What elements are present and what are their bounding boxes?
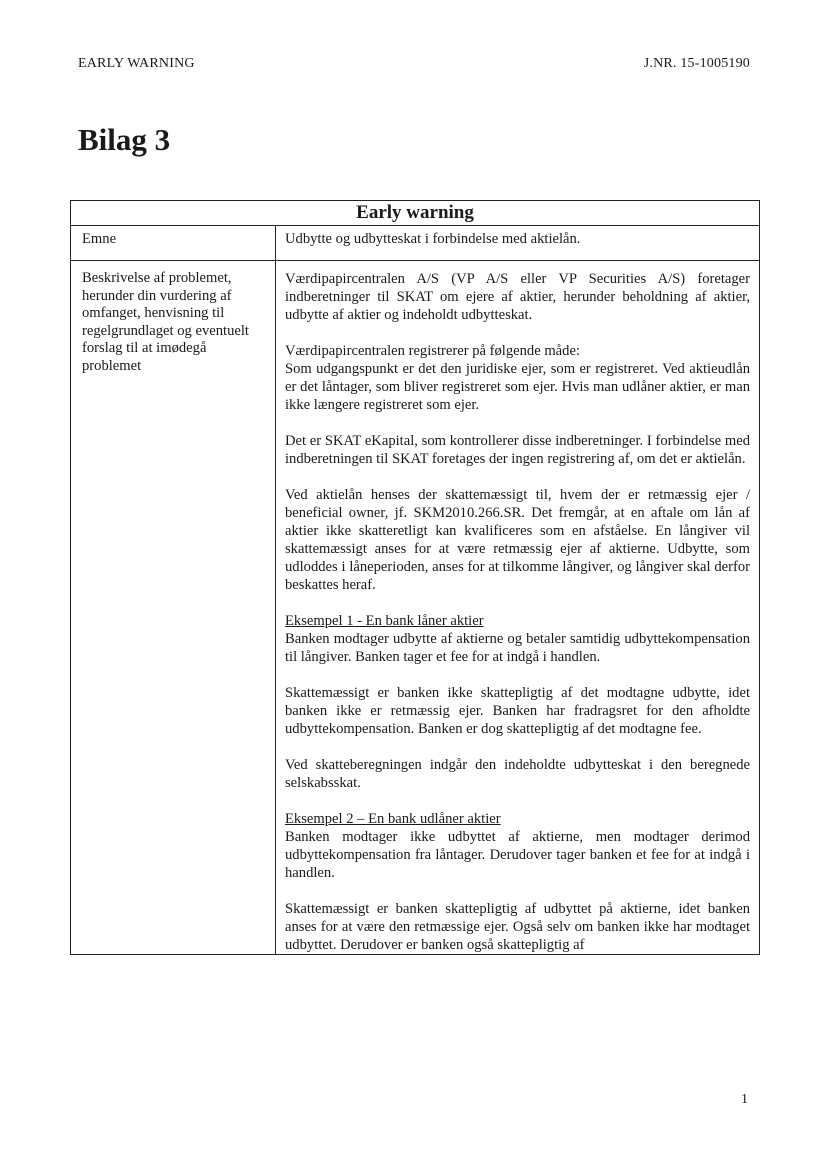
description-label: Beskrivelse af problemet, herunder din vurdering af omfanget, henvisning til regelgrundlaget og eventuelt forslag til at imødegå problemet xyxy=(82,270,249,374)
example-2-tax: Skattemæssigt er banken skattepligtig af udbyttet på aktierne, idet banken anses for at være den retmæssige ejer. Også selv om banken ikke har modtaget udbyttet. Derudover er banken også skattepligtig af xyxy=(285,901,751,953)
paragraph-registration: Som udgangspunkt er det den juridiske ejer, som er registreret. Ved aktieudlån er det låntager, som bliver registreret som ejer. Hvis man udlåner aktier, er man ikke længere registreret som ejer. xyxy=(285,361,751,413)
paragraph-beneficial-owner: Ved aktielån henses der skattemæssigt til, hvem der er retmæssig ejer / beneficial owner, jf. SKM2010.266.SR. Det fremgår, at en aftale om lån af aktier ikke skatteretligt kan kvalificeres som en afståelse. En långiver vil skattemæssigt anses for at være retmæssig ejer af aktierne. Udbytte, som udloddes i låneperioden, anses for at tilkomme långiver, og långiver skal derfor beskattes heraf. xyxy=(285,487,751,593)
subject-label: Emne xyxy=(71,226,276,261)
description-row xyxy=(71,261,760,955)
paragraph-vp: Værdipapircentralen A/S (VP A/S eller VP Securities A/S) foretager indberetninger til SKAT om ejere af aktier, herunder beholdning af aktier, udbytte af aktier og indeholdt udbytteskat. xyxy=(285,271,751,323)
description-label-cell xyxy=(71,261,276,955)
page-number: 1 xyxy=(741,1092,748,1107)
page-heading: Bilag 3 xyxy=(78,122,171,157)
paragraph-ekapital: Det er SKAT eKapital, som kontrollerer disse indberetninger. I forbindelse med indberetningen til SKAT foretages der ingen registrering af, om det er aktielån. xyxy=(285,433,751,467)
example-2-title: Eksempel 2 – En bank udlåner aktier xyxy=(285,811,501,827)
header-left: EARLY WARNING xyxy=(78,56,195,71)
subject-row xyxy=(71,226,760,261)
example-1 xyxy=(285,612,750,666)
example-1-tax: Skattemæssigt er banken ikke skattepligtig af det modtagne udbytte, idet banken ikke er retmæssig ejer. Banken har fradragsret for den afholdte udbyttekompensation. Banken er dog skattepligtig af det modtagne fee. xyxy=(285,685,751,737)
example-1-calc: Ved skatteberegningen indgår den indeholdte udbytteskat i den beregnede selskabsskat. xyxy=(285,757,751,791)
table-title: Early warning xyxy=(71,201,760,226)
early-warning-table xyxy=(70,200,760,955)
subject-value: Udbytte og udbytteskat i forbindelse med aktielån. xyxy=(276,226,760,261)
description-content xyxy=(276,261,760,955)
example-1-text: Banken modtager udbytte af aktierne og betaler samtidig udbyttekompensation til långiver. Banken tager et fee for at indgå i handlen. xyxy=(285,631,751,665)
header-case-number: J.NR. 15-1005190 xyxy=(643,56,750,71)
table-title-row xyxy=(71,201,760,226)
example-2-text: Banken modtager ikke udbyttet af aktierne, men modtager derimod udbyttekompensation fra låntager. Derudover tager banken et fee for at indgå i handlen. xyxy=(285,829,751,881)
example-1-title: Eksempel 1 - En bank låner aktier xyxy=(285,613,484,629)
paragraph-registration-intro: Værdipapircentralen registrerer på følgende måde: xyxy=(285,343,580,359)
example-2 xyxy=(285,810,750,882)
